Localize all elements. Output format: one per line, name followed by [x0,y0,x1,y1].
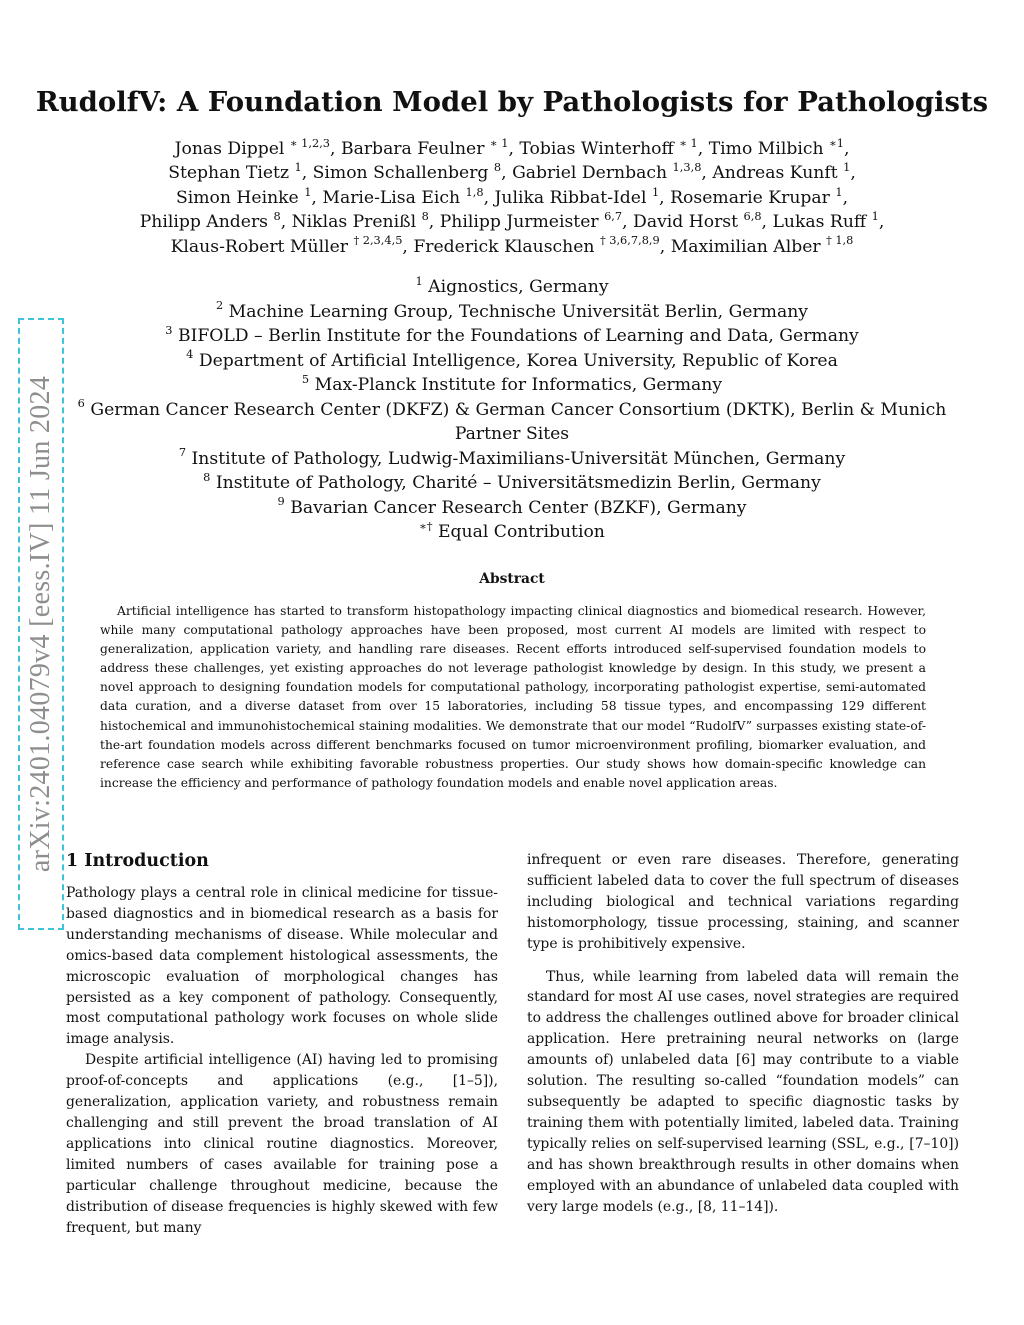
author-line [70,161,954,185]
affiliation [70,471,954,496]
author-separator: , [842,187,849,208]
author-affiliation-marks: 1,3,8 [672,160,702,175]
body-paragraph: Thus, while learning from labeled data will remain the standard for most AI use cases, novel strategies are required to address the challenges outlined above for broader clinical application. Here pretraining neural networks on (large amounts of) unlabeled data [6] may contribute to a viable solution. The resulting so-called “foundation models” can subsequently be adapted to specific diagnostic tasks by training them with potentially limited, labeled data. Training typically relies on self-supervised learning (SSL, e.g., [7–10]) and has shown breakthrough results in other domains when employed with an abundance of unlabeled data coupled with very large models (e.g., [8, 11–14]). [527,968,959,1215]
author-separator: , [301,163,313,184]
author-affiliation-marks: ∗ 1 [679,135,698,150]
body-paragraph: infrequent or even rare diseases. Therefore, generating sufficient labeled data to cover the full spectrum of diseases including biological and technical variations regarding histomorphology, tissue processing, staining, and scanner type is prohibitively expensive. [527,852,959,952]
author-separator: , [280,212,292,233]
affiliation-number: 9 [277,494,285,509]
section-heading-introduction: 1 Introduction [66,851,209,871]
author-name: Maximilian Alber [670,236,821,257]
author-line [70,137,954,161]
author-name: Timo Milbich [708,139,824,159]
affiliation-number: ∗† [419,518,433,533]
author-separator: , [508,139,520,159]
author-separator: , [402,236,414,257]
author-separator: , [483,187,495,208]
abstract-text: Artificial intelligence has started to transform histopathology impacting clinical diagnostics and biomedical research. However, while many computational pathology approaches have been proposed, most current AI models are limited with respect to generalization, application variety, and handling rare diseases. Recent efforts introduced self-supervised foundation models to address these challenges, yet existing approaches do not leverage pathologist knowledge by design. In this study, we present a novel approach to designing foundation models for computational pathology, incorporating pathologist expertise, semi-automated data curation, and a diverse dataset from over 15 laboratories, including 58 tissue types, and encompassing 129 different histochemical and immunohistochemical staining modalities. We demonstrate that our model “RudolfV” surpasses existing state-of-the-art foundation models across different benchmarks focused on tumor microenvironment profiling, biomarker evaluation, and reference case search while exhibiting favorable robustness properties. Our study shows how domain-specific knowledge can increase the efficiency and performance of pathology foundation models and enable novel application areas. [100,604,926,790]
affiliation [70,275,954,300]
author-separator: , [659,236,671,257]
affiliation-text: Institute of Pathology, Ludwig-Maximilians-Universität München, Germany [191,448,846,469]
author-name: Niklas Prenißl [291,212,417,233]
affiliation-text: Max-Planck Institute for Informatics, Germany [314,375,723,395]
author-affiliation-marks: 1 [835,184,843,199]
affiliation [70,496,954,521]
affiliation [70,324,954,349]
author-name: David Horst [633,212,739,233]
author-name: Rosemarie Krupar [670,187,830,208]
author-affiliation-marks: 1 [294,160,302,175]
author-affiliation-marks: 8 [421,208,429,223]
affiliation-number: 3 [165,322,173,337]
author-separator: , [701,163,713,184]
author-name: Lukas Ruff [772,212,867,233]
author-line [70,235,954,259]
author-name: Julika Ribbat-Idel [494,187,647,208]
author-line [70,210,954,234]
affiliation-number: 7 [178,445,187,460]
affiliation-text: Institute of Pathology, Charité – Universitätsmedizin Berlin, Germany [215,473,821,493]
body-paragraph: Despite artificial intelligence (AI) having led to promising proof-of-concepts and applications (e.g., [1–5]), generalization, application variety, and robustness remain challenging and still prevent the broad translation of AI applications into clinical routine diagnostics. Moreover, limited numbers of cases available for training pose a particular challenge throughout medicine, because the distribution of disease frequencies is highly skewed with few frequent, but many [66,1052,498,1236]
author-separator: , [330,139,341,159]
author-affiliation-marks: 8 [273,208,281,223]
affiliation-text: BIFOLD – Berlin Institute for the Foundations of Learning and Data, Germany [177,326,859,346]
arxiv-identifier-stamp [18,318,64,930]
author-affiliation-marks: ∗ 1 [489,135,509,150]
author-separator: , [878,212,885,233]
author-name: Tobias Winterhoff [519,139,674,159]
author-affiliation-marks: 6,7 [604,208,623,223]
author-affiliation-marks: 1 [304,184,312,199]
author-affiliation-marks: 8 [493,160,502,175]
author-separator: , [501,163,513,184]
author-separator: , [843,139,850,159]
author-name: Simon Heinke [175,187,299,208]
author-separator: , [428,212,440,233]
author-affiliation-marks: † 3,6,7,8,9 [599,233,660,248]
affiliation-text: Equal Contribution [437,522,605,542]
affiliation-number: 5 [301,371,310,386]
author-name: Barbara Feulner [340,139,485,159]
affiliation [70,520,954,545]
affiliation-number: 4 [186,347,194,362]
affiliation-number: 6 [77,396,85,411]
author-affiliation-marks: † 1,8 [826,233,854,248]
author-name: Gabriel Dernbach [512,163,668,184]
author-list [70,137,954,259]
author-name: Simon Schallenberg [312,163,489,184]
author-name: Klaus-Robert Müller [170,236,348,257]
affiliation-text: Aignostics, Germany [428,277,609,297]
affiliation [70,300,954,325]
affiliation [70,398,954,423]
affiliation-number: 2 [215,298,224,313]
author-name: Andreas Kunft [712,163,838,184]
author-name: Philipp Anders [139,212,268,233]
affiliation-text: Bavarian Cancer Research Center (BZKF), Germany [290,497,747,518]
affiliation [70,373,954,398]
arxiv-identifier: arXiv:2401.04079v4 [eess.IV] 11 Jun 2024 [25,375,56,873]
affiliation-text: Department of Artificial Intelligence, Korea University, Republic of Korea [198,350,838,371]
author-affiliation-marks: 1 [651,184,660,199]
author-name: Philipp Jurmeister [439,212,599,233]
author-line [70,186,954,210]
author-name: Frederick Klauschen [413,236,595,257]
affiliation-text: German Cancer Research Center (DKFZ) & German Cancer Consortium (DKTK), Berlin & Munich [90,399,947,420]
author-name: Jonas Dippel [174,139,285,159]
author-affiliation-marks: 6,8 [743,208,762,223]
author-affiliation-marks: 1 [871,208,879,223]
affiliation [70,422,954,447]
affiliation-text: Partner Sites [454,424,570,444]
affiliation [70,349,954,374]
author-affiliation-marks: † 2,3,4,5 [353,233,403,248]
affiliation [70,447,954,472]
author-separator: , [622,212,634,233]
body-column-left [66,850,498,1238]
author-name: Marie-Lisa Eich [322,187,461,208]
author-name: Stephan Tietz [168,163,290,184]
author-separator: , [850,163,856,184]
body-paragraph: Pathology plays a central role in clinical medicine for tissue-based diagnostics and in biomedical research as a basis for understanding mechanisms of disease. While molecular and omics-based data complement histological assessments, the microscopic evaluation of morphological changes has persisted as a key component of pathology. Consequently, most computational pathology work focuses on whole slide image analysis. [66,885,498,1048]
author-affiliation-marks: 1 [843,160,851,175]
affiliation-list [70,275,954,545]
author-separator: , [659,187,671,208]
paper-title: RudolfV: A Foundation Model by Pathologists for Pathologists [35,86,989,118]
affiliation-text: Machine Learning Group, Technische Universität Berlin, Germany [228,301,809,322]
affiliation-number: 8 [203,469,211,484]
author-affiliation-marks: 1,8 [465,184,484,199]
author-separator: , [311,187,323,208]
abstract-heading: Abstract [479,571,545,587]
author-separator: , [697,139,709,159]
affiliation-number: 1 [415,273,423,288]
author-affiliation-marks: ∗1 [829,135,844,150]
body-column-right [527,850,959,1217]
author-affiliation-marks: ∗ 1,2,3 [289,135,331,150]
author-separator: , [761,212,773,233]
